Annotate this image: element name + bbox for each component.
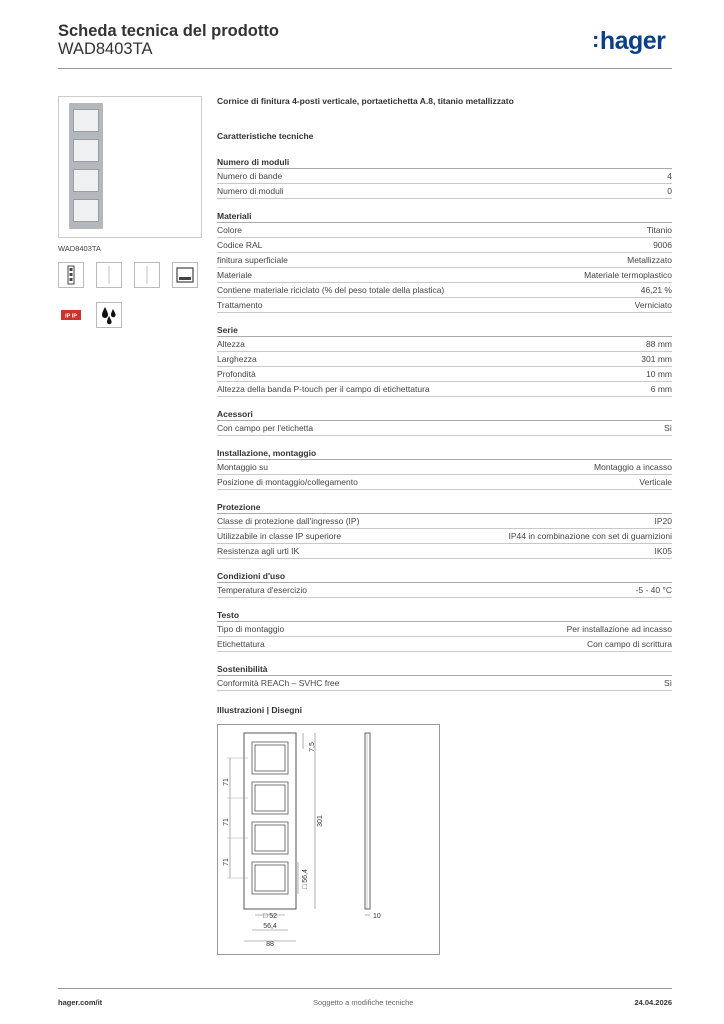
spec-value: 10 mm	[646, 369, 672, 379]
spec-row	[217, 184, 672, 199]
frame-outline-icon	[134, 262, 160, 288]
dimension-71: 71	[223, 778, 230, 786]
spec-label: Numero di moduli	[217, 186, 284, 196]
spec-section-title: Protezione	[217, 501, 672, 514]
svg-text:IP IP: IP IP	[65, 313, 77, 320]
spec-value: Sì	[663, 423, 672, 433]
spec-value: IK05	[654, 546, 672, 556]
spec-row	[217, 529, 672, 544]
product-thumbnail	[58, 96, 202, 238]
dimension-301: 301	[317, 815, 324, 827]
spec-section-title: Numero di moduli	[217, 156, 672, 169]
spec-row	[217, 421, 672, 436]
dimension-71: 71	[223, 858, 230, 866]
spec-label: Con campo per l'etichetta	[217, 423, 314, 433]
spec-row	[217, 382, 672, 397]
spec-value: Con campo di scrittura	[586, 639, 672, 649]
characteristics-heading: Caratteristiche tecniche	[217, 131, 314, 141]
header-divider	[58, 68, 672, 69]
technical-drawing	[217, 724, 440, 955]
hager-logo: :hager	[592, 27, 666, 55]
spec-section	[217, 447, 672, 490]
spec-row	[217, 253, 672, 268]
spec-row	[217, 283, 672, 298]
spec-row	[217, 583, 672, 598]
spec-section-title: Testo	[217, 609, 672, 622]
spec-row	[217, 337, 672, 352]
spec-section	[217, 156, 672, 199]
spec-section	[217, 210, 672, 313]
label-holder-icon	[172, 262, 198, 288]
spec-row	[217, 475, 672, 490]
water-drops-icon	[96, 302, 122, 328]
spec-value: IP20	[654, 516, 672, 526]
thumbnail-caption: WAD8403TA	[58, 244, 101, 253]
spec-section	[217, 408, 672, 436]
spec-row	[217, 460, 672, 475]
spec-label: Altezza	[217, 339, 245, 349]
spec-label: Posizione di montaggio/collegamento	[217, 477, 358, 487]
dimension-7-5: 7,5	[309, 742, 316, 752]
spec-row	[217, 514, 672, 529]
dimension-56-4: □ 56,4	[302, 869, 309, 889]
spec-row	[217, 676, 672, 691]
spec-section-title: Sostenibilità	[217, 663, 672, 676]
footer-website[interactable]: hager.com/it	[58, 998, 103, 1007]
spec-value: Verniciato	[634, 300, 672, 310]
spec-label: Resistenza agli urti IK	[217, 546, 300, 556]
spec-section	[217, 501, 672, 559]
spec-table	[217, 156, 672, 702]
dimension-52: □ 52	[263, 913, 277, 920]
header-product-code: WAD8403TA	[58, 40, 153, 58]
spec-label: Larghezza	[217, 354, 257, 364]
spec-value: 4	[667, 171, 672, 181]
spec-label: Trattamento	[217, 300, 263, 310]
dimension-56-4-horizontal: 56,4	[263, 923, 277, 930]
spec-row	[217, 223, 672, 238]
spec-value: Montaggio a incasso	[594, 462, 672, 472]
spec-value: 301 mm	[641, 354, 672, 364]
spec-label: Montaggio su	[217, 462, 269, 472]
spec-label: Profondità	[217, 369, 256, 379]
spec-value: Titanio	[646, 225, 672, 235]
spec-label: Altezza della banda P-touch per il campo di etichettatura	[217, 384, 430, 394]
spec-row	[217, 238, 672, 253]
header-title: Scheda tecnica del prodotto	[58, 22, 279, 40]
spec-value: 88 mm	[646, 339, 672, 349]
spec-label: Conformità REACh – SVHC free	[217, 678, 340, 688]
spec-value: -5 - 40 °C	[635, 585, 672, 595]
spec-row	[217, 544, 672, 559]
module-strip-icon	[58, 262, 84, 288]
spec-row	[217, 622, 672, 637]
spec-label: Tipo di montaggio	[217, 624, 285, 634]
spec-row	[217, 367, 672, 382]
dimension-71: 71	[223, 818, 230, 826]
spec-label: Contiene materiale riciclato (% del peso totale della plastica)	[217, 285, 445, 295]
spec-value: 6 mm	[650, 384, 672, 394]
spec-section	[217, 570, 672, 598]
spec-section-title: Acessori	[217, 408, 672, 421]
spec-value: Sì	[663, 678, 672, 688]
spec-label: Codice RAL	[217, 240, 263, 250]
spec-value: 0	[667, 186, 672, 196]
product-description: Cornice di finitura 4-posti verticale, portaetichetta A.8, titanio metallizzato	[217, 96, 514, 106]
spec-value: Materiale termoplastico	[584, 270, 672, 280]
spec-section-title: Installazione, montaggio	[217, 447, 672, 460]
spec-row	[217, 298, 672, 313]
spec-label: Materiale	[217, 270, 252, 280]
spec-section-title: Serie	[217, 324, 672, 337]
footer-date: 24.04.2026	[634, 998, 672, 1007]
spec-section-title: Materiali	[217, 210, 672, 223]
illustrations-heading: Illustrazioni | Disegni	[217, 705, 303, 715]
footer-note: Soggetto a modifiche tecniche	[313, 998, 414, 1007]
frame-outline-icon	[96, 262, 122, 288]
spec-label: Colore	[217, 225, 243, 235]
spec-value: 46,21 %	[640, 285, 672, 295]
spec-row	[217, 169, 672, 184]
spec-value: 9006	[653, 240, 672, 250]
spec-value: Verticale	[639, 477, 672, 487]
spec-label: Utilizzabile in classe IP superiore	[217, 531, 342, 541]
ip-rating-icon	[58, 302, 84, 328]
footer-divider	[58, 988, 672, 989]
dimension-10: 10	[373, 913, 381, 920]
spec-section	[217, 324, 672, 397]
spec-row	[217, 268, 672, 283]
spec-label: Numero di bande	[217, 171, 283, 181]
spec-label: Temperatura d'esercizio	[217, 585, 307, 595]
spec-row	[217, 352, 672, 367]
spec-section	[217, 663, 672, 691]
spec-label: Etichettatura	[217, 639, 265, 649]
spec-label: Classe di protezione dall'ingresso (IP)	[217, 516, 360, 526]
spec-label: finitura superficiale	[217, 255, 288, 265]
spec-value: Per installazione ad incasso	[566, 624, 672, 634]
dimension-88: 88	[266, 941, 274, 948]
spec-section-title: Condizioni d'uso	[217, 570, 672, 583]
spec-value: IP44 in combinazione con set di guarnizioni	[508, 531, 672, 541]
spec-value: Metallizzato	[627, 255, 672, 265]
spec-row	[217, 637, 672, 652]
spec-section	[217, 609, 672, 652]
